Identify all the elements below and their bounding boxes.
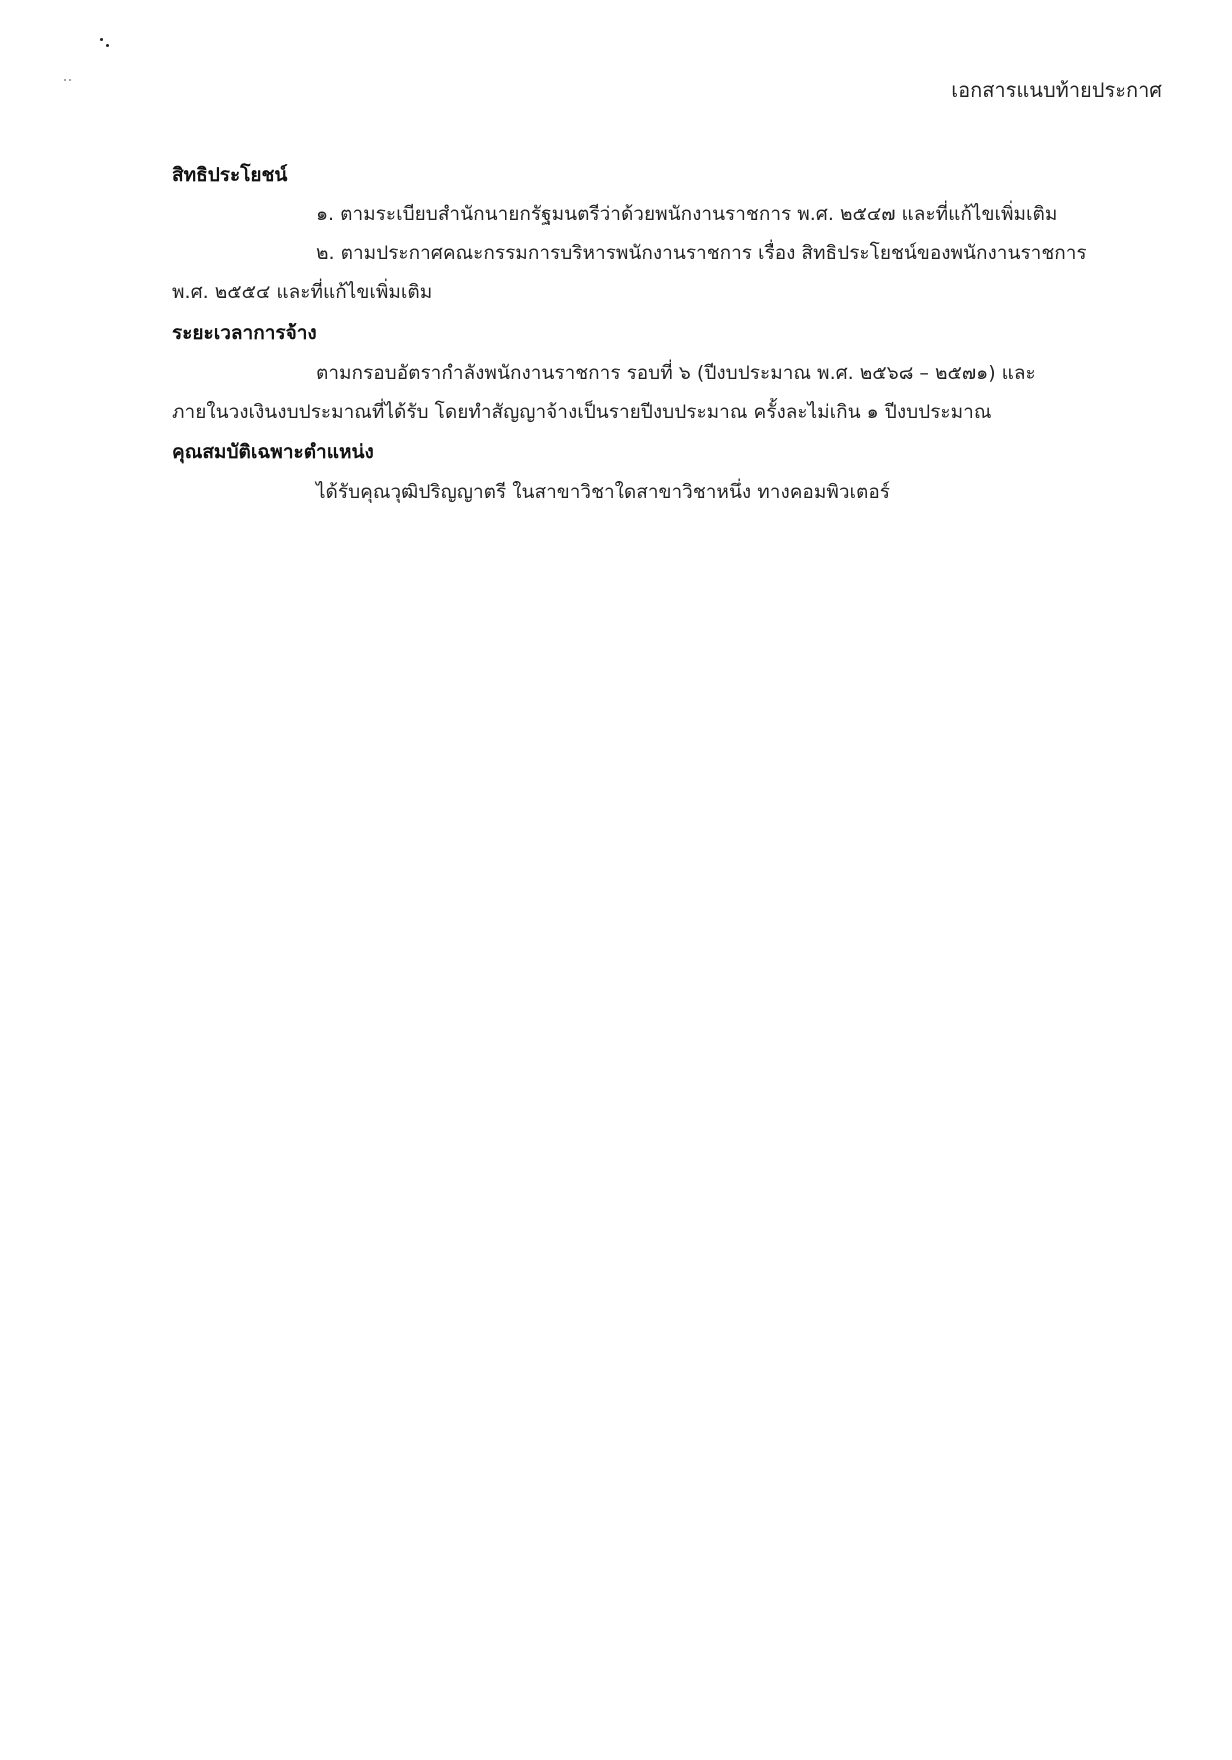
qualifications-text: ได้รับคุณวุฒิปริญญาตรี ในสาขาวิชาใดสาขาวิชาหนึ่ง ทางคอมพิวเตอร์: [316, 481, 891, 503]
section-title-employment-period: ระยะเวลาการจ้าง: [172, 322, 317, 344]
scan-speck: [64, 79, 66, 81]
employment-period-text-line-2: ภายในวงเงินงบประมาณที่ได้รับ โดยทำสัญญาจ้างเป็นรายปีงบประมาณ ครั้งละไม่เกิน ๑ ปีงบประมาณ: [172, 401, 992, 423]
employment-period-text-line-1: ตามกรอบอัตรากำลังพนักงานราชการ รอบที่ ๖ (ปีงบประมาณ พ.ศ. ๒๕๖๘ – ๒๕๗๑) และ: [316, 362, 1036, 384]
section-title-qualifications: คุณสมบัติเฉพาะตำแหน่ง: [172, 441, 374, 463]
scan-speck: [106, 44, 109, 47]
benefits-item-2: ๒. ตามประกาศคณะกรรมการบริหารพนักงานราชการ เรื่อง สิทธิประโยชน์ของพนักงานราชการ: [316, 242, 1087, 264]
section-title-benefits: สิทธิประโยชน์: [172, 164, 288, 186]
benefits-item-1: ๑. ตามระเบียบสำนักนายกรัฐมนตรีว่าด้วยพนักงานราชการ พ.ศ. ๒๕๔๗ และที่แก้ไขเพิ่มเติม: [316, 203, 1058, 225]
scan-speck: [69, 79, 71, 81]
benefits-item-2-continued: พ.ศ. ๒๕๕๔ และที่แก้ไขเพิ่มเติม: [172, 281, 433, 303]
attachment-header-note: เอกสารแนบท้ายประกาศ: [951, 78, 1162, 102]
scan-speck: [100, 38, 103, 41]
